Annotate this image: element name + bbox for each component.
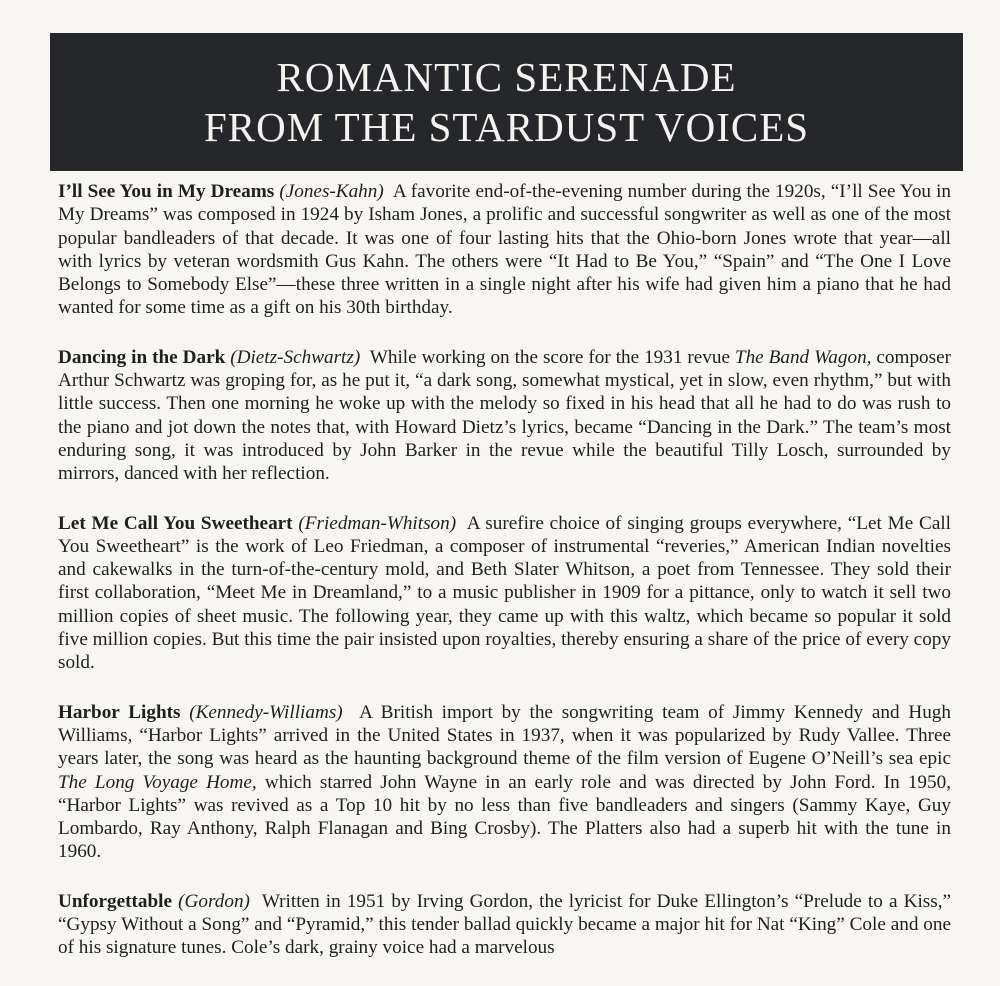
song-credit: (Jones-Kahn) xyxy=(279,181,384,202)
song-title: Dancing in the Dark xyxy=(58,346,226,368)
song-title: Unforgettable xyxy=(58,890,173,912)
title-banner xyxy=(50,33,963,171)
song-title: Let Me Call You Sweetheart xyxy=(58,512,293,534)
song-title: Harbor Lights xyxy=(58,701,181,723)
liner-notes-body xyxy=(58,180,951,986)
song-entry-unforgettable xyxy=(58,890,951,960)
song-entry-dancing-in-the-dark xyxy=(58,346,951,486)
song-description-part-1: While working on the score for the 1931 revue xyxy=(369,346,730,368)
song-description: A favorite end-of-the-evening number during the 1920s, “I’ll See You in My Dreams” was composed in 1924 by Isham Jones, a prolific and successful songwriter as well as one of the most popular bandleaders of that decade. It was one of four lasting hits that the Ohio-born Jones wrote that year—all with lyrics by veteran wordsmith Gus Kahn. The others were “It Had to Be You,” “Spain” and “The One I Love Belongs to Somebody Else”—these three written in a single night after his wife had given him a piano that he had wanted for some time as a gift on his 30th birthday. xyxy=(58,181,952,319)
page-title-line-2: FROM THE STARDUST VOICES xyxy=(203,104,810,150)
song-description-part-2: composer Arthur Schwartz was groping for, as he put it, “a dark song, somewhat mystical, yet in slow, even rhythm,” but with little success. Then one morning he woke up with the melody so fixed in his head that all he had to do was rush to the piano and jot down the notes that, with Howard Dietz’s lyrics, became “Dancing in the Dark.” The team’s most enduring song, it was introduced by John Barker in the revue while the beautiful Tilly Losch, surrounded by mirrors, danced with her reflection. xyxy=(58,346,952,485)
song-title: I’ll See You in My Dreams xyxy=(58,181,275,202)
song-description: Written in 1951 by Irving Gordon, the lyricist for Duke Ellington’s “Prelude to a Kiss,” “Gypsy Without a Song” and “Pyramid,” this tender ballad quickly became a major hit for Nat “King” Cole and one of his signature tunes. Cole’s dark, grainy voice had a marvelous xyxy=(58,890,952,959)
film-title: The Long Voyage Home, xyxy=(58,771,257,793)
song-credit: (Kennedy-Williams) xyxy=(189,701,343,723)
revue-title: The Band Wagon, xyxy=(734,346,872,368)
song-entry-ill-see-you-in-my-dreams xyxy=(58,180,951,320)
song-credit: (Friedman-Whitson) xyxy=(298,512,457,534)
song-credit: (Dietz-Schwartz) xyxy=(230,346,361,368)
song-entry-let-me-call-you-sweetheart xyxy=(58,512,951,675)
song-entry-harbor-lights xyxy=(58,701,951,864)
page-title-line-1: ROMANTIC SERENADE xyxy=(276,54,737,100)
song-description-part-1: A British import by the songwriting team of Jimmy Kennedy and Hugh Williams, “Harbor Lights” arrived in the United States in 1937, when it was popularized by Rudy Vallee. Three years later, the song was heard as the haunting background theme of the film version of Eugene O’Neill’s sea epic xyxy=(58,701,951,770)
song-description: A surefire choice of singing groups everywhere, “Let Me Call You Sweetheart” is the work of Leo Friedman, a composer of instrumental “reveries,” American Indian novelties and cakewalks in the turn-of-the-century mold, and Beth Slater Whitson, a poet from Tennessee. They sold their first collaboration, “Meet Me in Dreamland,” to a music publisher in 1909 for a pittance, only to watch it sell two million copies of sheet music. The following year, they came up with this waltz, which became so popular it sold five million copies. But this time the pair insisted upon royalties, thereby ensuring a share of the price of every copy sold. xyxy=(58,512,951,674)
song-description-part-2: which starred John Wayne in an early role and was directed by John Ford. In 1950, “Harbor Lights” was revived as a Top 10 hit by no less than five bandleaders and singers (Sammy Kaye, Guy Lombardo, Ray Anthony, Ralph Flanagan and Bing Crosby). The Platters also had a superb hit with the tune in 1960. xyxy=(58,771,951,863)
song-credit: (Gordon) xyxy=(178,890,250,912)
